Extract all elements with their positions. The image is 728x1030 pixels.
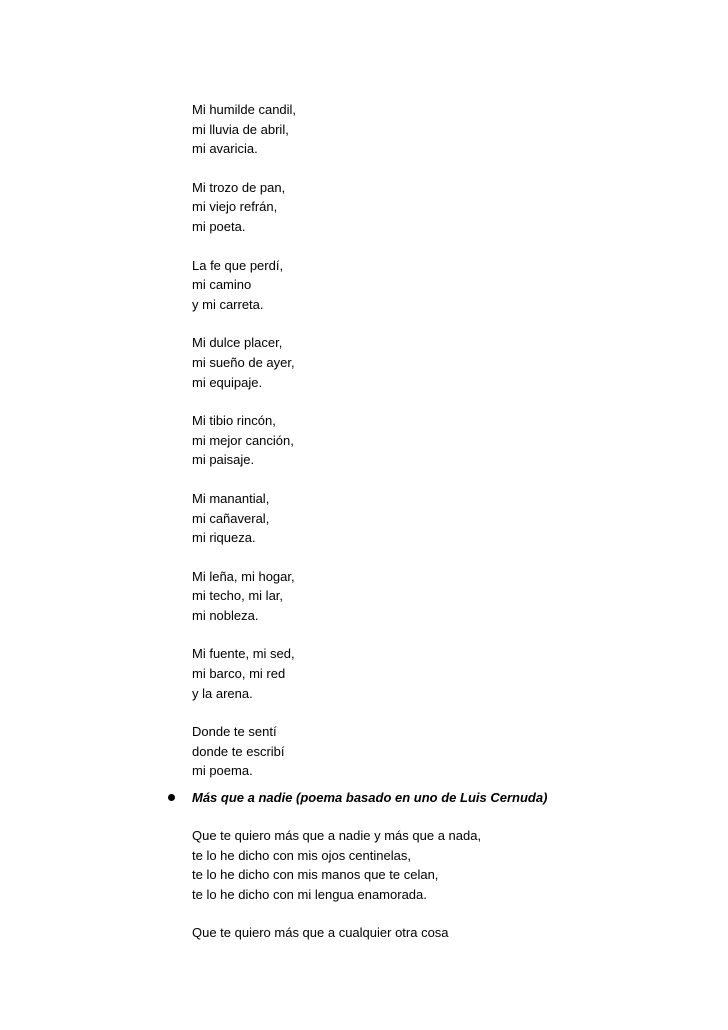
poem-line: mi poema. xyxy=(192,763,253,779)
poem-line: Mi humilde candil, xyxy=(192,102,297,117)
poem-line: Mi dulce placer, xyxy=(192,335,283,351)
stanza xyxy=(192,489,672,548)
poem-line: Que te quiero más que a nadie y más que a nada, xyxy=(192,828,482,843)
poem-line: mi barco, mi red xyxy=(192,666,286,682)
stanza xyxy=(192,256,672,315)
poem-line: mi sueño de ayer, xyxy=(192,354,295,370)
stanza xyxy=(192,411,672,470)
stanza xyxy=(192,826,692,904)
stanza xyxy=(192,722,672,781)
poem-line: mi avaricia. xyxy=(192,141,258,157)
poem-line: y mi carreta. xyxy=(192,296,264,312)
stanza xyxy=(192,923,692,943)
poem-line: mi nobleza. xyxy=(192,607,259,623)
poem-line: mi camino xyxy=(192,277,252,293)
poem-line: Que te quiero más que a cualquier otra cosa xyxy=(192,925,449,941)
poem-line: mi equipaje. xyxy=(192,374,263,390)
poem-line: mi poeta. xyxy=(192,218,246,234)
poem-line: mi viejo refrán, xyxy=(192,199,278,215)
poem-line: mi riqueza. xyxy=(192,530,256,546)
poem-one xyxy=(192,100,672,800)
stanza xyxy=(192,644,672,703)
poem-line: te lo he dicho con mis ojos centinelas, xyxy=(192,847,411,863)
poem-line: Donde te sentí xyxy=(192,724,277,740)
poem-heading: Más que a nadie (poema basado en uno de Luis Cernuda) xyxy=(192,790,548,805)
poem-line: donde te escribí xyxy=(192,743,285,759)
poem-line: Mi manantial, xyxy=(192,490,270,506)
poem-two xyxy=(192,826,692,962)
poem-line: Mi trozo de pan, xyxy=(192,179,286,195)
stanza xyxy=(192,178,672,237)
poem-line: Mi leña, mi hogar, xyxy=(192,568,295,584)
poem-line: mi paisaje. xyxy=(192,452,255,468)
poem-line: mi lluvia de abril, xyxy=(192,121,289,137)
stanza xyxy=(192,567,672,626)
poem-line: y la arena. xyxy=(192,685,253,701)
poem-line: mi cañaveral, xyxy=(192,510,270,526)
bullet-icon xyxy=(168,794,175,801)
poem-line: Mi fuente, mi sed, xyxy=(192,646,295,662)
poem-line: te lo he dicho con mis manos que te celan, xyxy=(192,867,439,883)
poem-line: La fe que perdí, xyxy=(192,257,284,273)
poem-line: te lo he dicho con mi lengua enamorada. xyxy=(192,886,427,902)
stanza xyxy=(192,100,672,159)
stanza xyxy=(192,333,672,392)
poem-line: Mi tibio rincón, xyxy=(192,413,276,429)
poem-line: mi mejor canción, xyxy=(192,432,294,448)
poem-line: mi techo, mi lar, xyxy=(192,588,284,604)
